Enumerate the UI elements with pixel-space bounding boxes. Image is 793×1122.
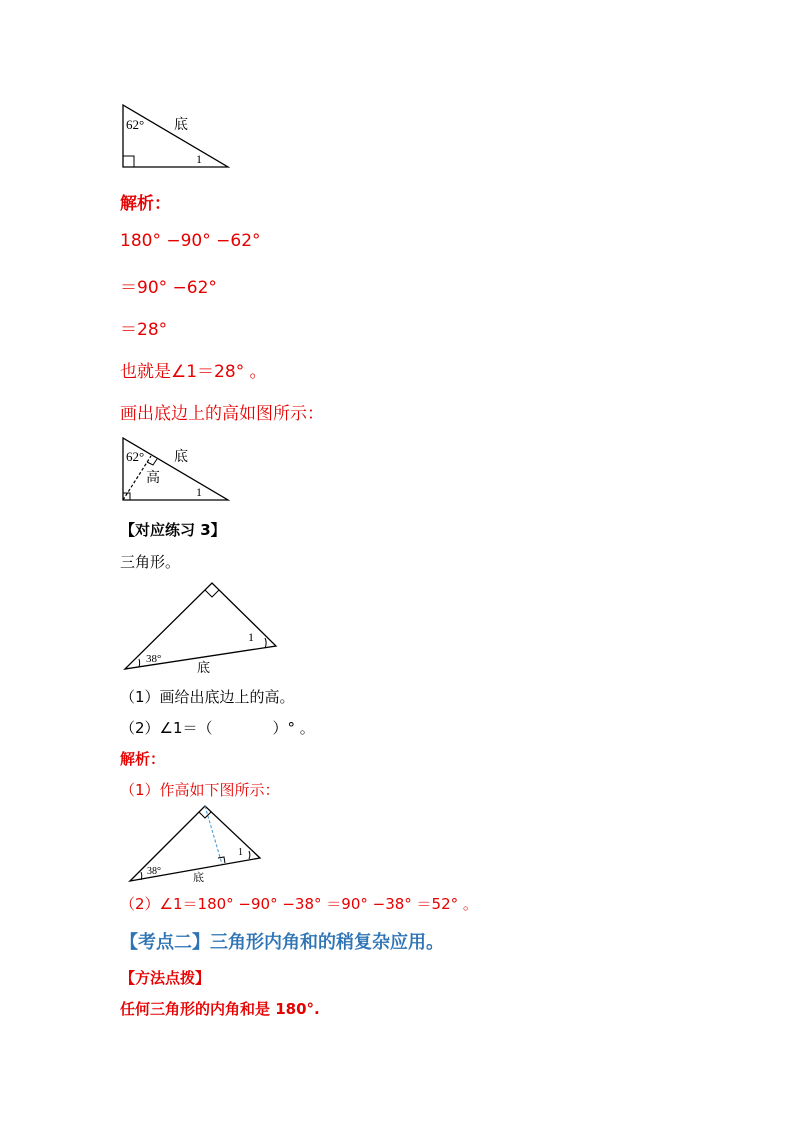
- base-label: 底: [193, 872, 204, 884]
- triangle-figure-2: [118, 433, 233, 505]
- right-angle-mark: [123, 156, 134, 167]
- angle-1-arc: [249, 851, 250, 859]
- analysis-title-2: 解析：: [120, 750, 166, 768]
- practice-heading: 【对应练习 3】: [120, 521, 226, 539]
- method-title: 【方法点拨】: [120, 969, 211, 987]
- angle-38-arc: [139, 659, 140, 667]
- angle-38-label: 38°: [146, 653, 162, 665]
- angle-62-label: 62°: [126, 449, 145, 464]
- question-1: （1）画给出底边上的高。: [120, 688, 295, 706]
- section-heading: 【考点二】三角形内角和的稍复杂应用。: [120, 932, 444, 953]
- angle-1-arc: [265, 638, 266, 648]
- angle-38-arc: [141, 872, 142, 880]
- analysis-conclusion: 也就是∠1＝28° 。: [120, 362, 267, 382]
- angle-1-label: 1: [196, 485, 202, 499]
- analysis-draw-height: 画出底边上的高如图所示：: [120, 404, 324, 424]
- angle-1-label: 1: [248, 630, 254, 644]
- base-label: 底: [197, 660, 211, 675]
- analysis-title: 解析：: [120, 194, 171, 214]
- base-label: 底: [174, 118, 188, 133]
- triangle-outline: [123, 105, 228, 167]
- answer-2: （2）∠1＝180° −90° −38° ＝90° −38° ＝52° 。: [120, 895, 478, 913]
- answer-1: （1）作高如下图所示：: [120, 781, 280, 799]
- question-2: （2）∠1＝（ ）° 。: [120, 719, 315, 737]
- angle-1-label: 1: [238, 847, 243, 858]
- analysis-step-2: ＝90° −62°: [120, 278, 217, 298]
- right-angle-mark: [205, 590, 219, 597]
- triangle-figure-1: [118, 100, 233, 172]
- practice-intro: 三角形。: [120, 553, 181, 571]
- base-label: 底: [174, 450, 188, 465]
- angle-1-label: 1: [196, 152, 202, 166]
- height-right-angle-mark: [218, 857, 225, 863]
- angle-62-label: 62°: [126, 117, 145, 132]
- triangle-figure-4: [125, 801, 265, 886]
- height-label: 高: [146, 471, 160, 486]
- analysis-step-3: ＝28°: [120, 320, 168, 340]
- triangle-figure-3: [120, 578, 282, 678]
- right-angle-mark: [199, 812, 211, 818]
- angle-38-label: 38°: [147, 866, 161, 877]
- method-text: 任何三角形的内角和是 180°.: [120, 1000, 320, 1018]
- triangle-outline: [123, 438, 228, 500]
- analysis-step-1: 180° −90° −62°: [120, 231, 261, 251]
